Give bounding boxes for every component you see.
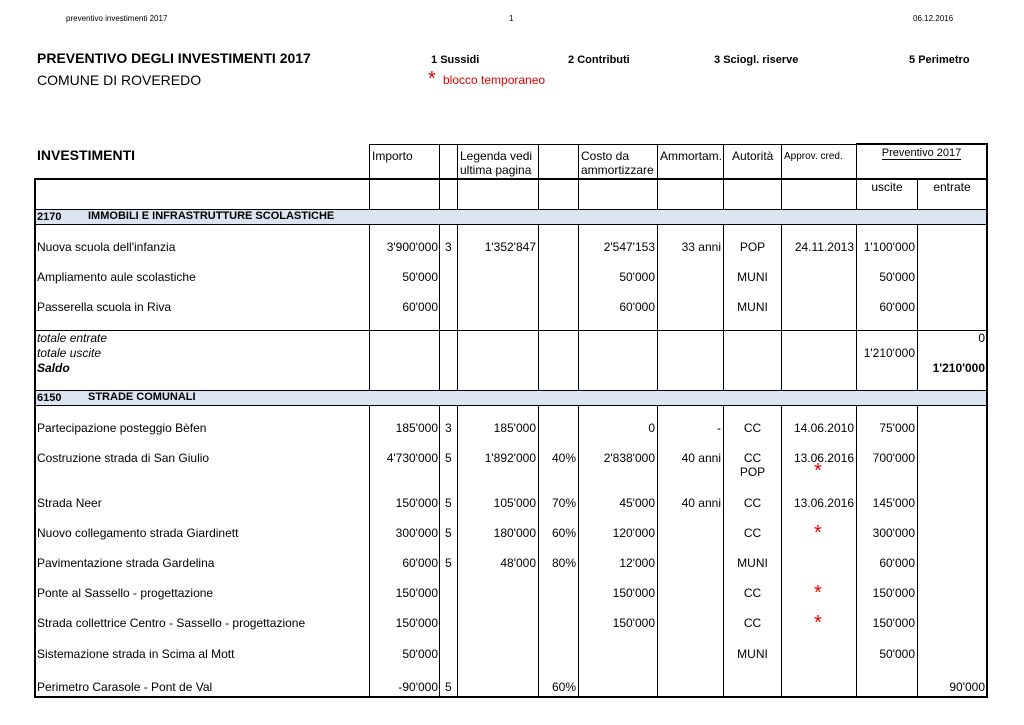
row-uscite: 145'000 <box>872 496 915 510</box>
row-costo: 45'000 <box>619 496 655 510</box>
legend-item-2: 2 Contributi <box>568 54 630 66</box>
row-legenda: 5 <box>445 496 452 510</box>
row-importo: 50'000 <box>402 647 438 661</box>
row-costo: 60'000 <box>619 300 655 314</box>
asterisk-note: blocco temporaneo <box>443 73 546 87</box>
row-importo: 150'000 <box>395 586 438 600</box>
row-uscite: 50'000 <box>879 270 915 284</box>
row-description: Ampliamento aule scolastiche <box>37 270 196 284</box>
totale-entrate-label: totale entrate <box>37 331 108 345</box>
row-legenda: 5 <box>445 526 452 540</box>
col-header-importo: Importo <box>372 149 413 163</box>
totale-entrate-value: 0 <box>978 331 985 345</box>
row-importo: 4'730'000 <box>386 451 438 465</box>
row-autorita: CC <box>743 451 762 465</box>
row-ammortamento: - <box>717 421 721 435</box>
row-costo: 50'000 <box>619 270 655 284</box>
row-contributo: 1'892'000 <box>484 451 536 465</box>
page-number: 1 <box>509 14 514 23</box>
row-autorita: CC <box>743 586 762 600</box>
row-autorita: MUNI <box>737 556 768 570</box>
section-code: 2170 <box>37 211 62 223</box>
row-autorita: CC <box>743 526 762 540</box>
col-header-ammortam: Ammortam. <box>660 149 723 163</box>
row-approvazione: 14.06.2010 <box>793 421 854 435</box>
row-contributo: 48'000 <box>500 556 536 570</box>
asterisk-icon: * <box>814 460 822 482</box>
section-heading: INVESTIMENTI <box>37 147 136 163</box>
row-description: Strada collettrice Centro - Sassello - progettazione <box>37 616 306 630</box>
row-legenda: 3 <box>445 240 452 254</box>
row-description: Perimetro Carasole - Pont de Val <box>37 680 213 694</box>
asterisk-icon: * <box>428 68 436 90</box>
document-date: 06.12.2016 <box>913 14 954 23</box>
row-legenda: 5 <box>445 680 452 694</box>
row-description: Nuova scuola dell'infanzia <box>37 240 176 254</box>
row-autorita: MUNI <box>737 300 768 314</box>
section-name: IMMOBILI E INFRASTRUTTURE SCOLASTICHE <box>88 210 335 222</box>
row-uscite: 150'000 <box>872 616 915 630</box>
row-percent: 60% <box>551 526 576 540</box>
row-contributo: 180'000 <box>493 526 536 540</box>
document-name: preventivo investimenti 2017 <box>66 14 168 23</box>
row-autorita: MUNI <box>737 270 768 284</box>
row-importo: 60'000 <box>402 300 438 314</box>
row-legenda: 3 <box>445 421 452 435</box>
row-costo: 150'000 <box>612 616 655 630</box>
row-uscite: 75'000 <box>879 421 915 435</box>
row-uscite: 60'000 <box>879 300 915 314</box>
row-uscite: 1'100'000 <box>863 240 915 254</box>
row-uscite: 150'000 <box>872 586 915 600</box>
row-costo: 150'000 <box>612 586 655 600</box>
saldo-label: Saldo <box>37 361 70 375</box>
row-percent: 80% <box>551 556 576 570</box>
row-ammortamento: 33 anni <box>681 240 721 254</box>
row-costo: 0 <box>648 421 655 435</box>
row-approvazione: 13.06.2016 <box>793 496 854 510</box>
section-code: 6150 <box>37 392 62 404</box>
asterisk-icon: * <box>814 582 822 604</box>
legend-item-1: 1 Sussidi <box>431 54 480 66</box>
col-header-legenda: Legenda vedi ultima pagina <box>460 149 533 177</box>
row-costo: 120'000 <box>612 526 655 540</box>
row-autorita: CC <box>743 496 762 510</box>
row-description: Sistemazione strada in Scima al Mott <box>37 647 235 661</box>
asterisk-icon: * <box>814 522 822 544</box>
row-importo: 185'000 <box>395 421 438 435</box>
section-name: STRADE COMUNALI <box>88 391 196 403</box>
col-header-autorita: Autorità <box>732 149 774 163</box>
row-description: Strada Neer <box>37 496 102 510</box>
row-uscite: 300'000 <box>872 526 915 540</box>
row-legenda: 5 <box>445 556 452 570</box>
row-description: Costruzione strada di San Giulio <box>37 451 210 465</box>
row-entrate: 90'000 <box>949 680 985 694</box>
row-importo: -90'000 <box>398 680 438 694</box>
row-importo: 60'000 <box>402 556 438 570</box>
row-autorita-secondary: POP <box>739 465 766 479</box>
col-header-preventivo: Preventivo 2017 <box>881 147 962 159</box>
row-description: Nuovo collegamento strada Giardinett <box>37 526 239 540</box>
row-importo: 300'000 <box>395 526 438 540</box>
row-description: Pavimentazione strada Gardelina <box>37 556 215 570</box>
row-autorita: MUNI <box>737 647 768 661</box>
totale-uscite-label: totale uscite <box>37 346 102 360</box>
col-header-uscite: uscite <box>871 180 903 194</box>
page-title: PREVENTIVO DEGLI INVESTIMENTI 2017 <box>37 50 311 66</box>
page-subtitle: COMUNE DI ROVEREDO <box>37 72 202 88</box>
row-contributo: 185'000 <box>493 421 536 435</box>
row-contributo: 105'000 <box>493 496 536 510</box>
row-description: Partecipazione posteggio Bèfen <box>37 421 207 435</box>
row-description: Passerella scuola in Riva <box>37 300 172 314</box>
row-ammortamento: 40 anni <box>681 496 721 510</box>
row-percent: 60% <box>551 680 576 694</box>
row-legenda: 5 <box>445 451 452 465</box>
row-importo: 150'000 <box>395 616 438 630</box>
row-autorita: CC <box>743 421 762 435</box>
row-approvazione: 24.11.2013 <box>794 240 854 254</box>
col-header-costo: Costo da ammortizzare <box>581 149 654 177</box>
row-uscite: 50'000 <box>879 647 915 661</box>
row-costo: 2'838'000 <box>603 451 655 465</box>
col-header-entrate: entrate <box>933 180 971 194</box>
row-percent: 40% <box>551 451 576 465</box>
row-ammortamento: 40 anni <box>681 451 721 465</box>
row-uscite: 700'000 <box>872 451 915 465</box>
legend-item-3: 3 Sciogl. riserve <box>714 54 799 66</box>
row-contributo: 1'352'847 <box>484 240 536 254</box>
totale-uscite-value: 1'210'000 <box>863 346 915 360</box>
row-approvazione: 13.06.2016 <box>793 451 854 465</box>
row-importo: 50'000 <box>402 270 438 284</box>
saldo-value: 1'210'000 <box>932 361 985 375</box>
row-importo: 3'900'000 <box>386 240 438 254</box>
row-costo: 2'547'153 <box>603 240 655 254</box>
row-description: Ponte al Sassello - progettazione <box>37 586 214 600</box>
row-costo: 12'000 <box>619 556 655 570</box>
row-autorita: POP <box>739 240 766 254</box>
row-importo: 150'000 <box>395 496 438 510</box>
row-uscite: 60'000 <box>879 556 915 570</box>
row-autorita: CC <box>743 616 762 630</box>
legend-item-5: 5 Perimetro <box>909 54 970 66</box>
row-percent: 70% <box>551 496 576 510</box>
asterisk-icon: * <box>814 612 822 634</box>
col-header-approv: Approv. cred. <box>784 151 843 162</box>
